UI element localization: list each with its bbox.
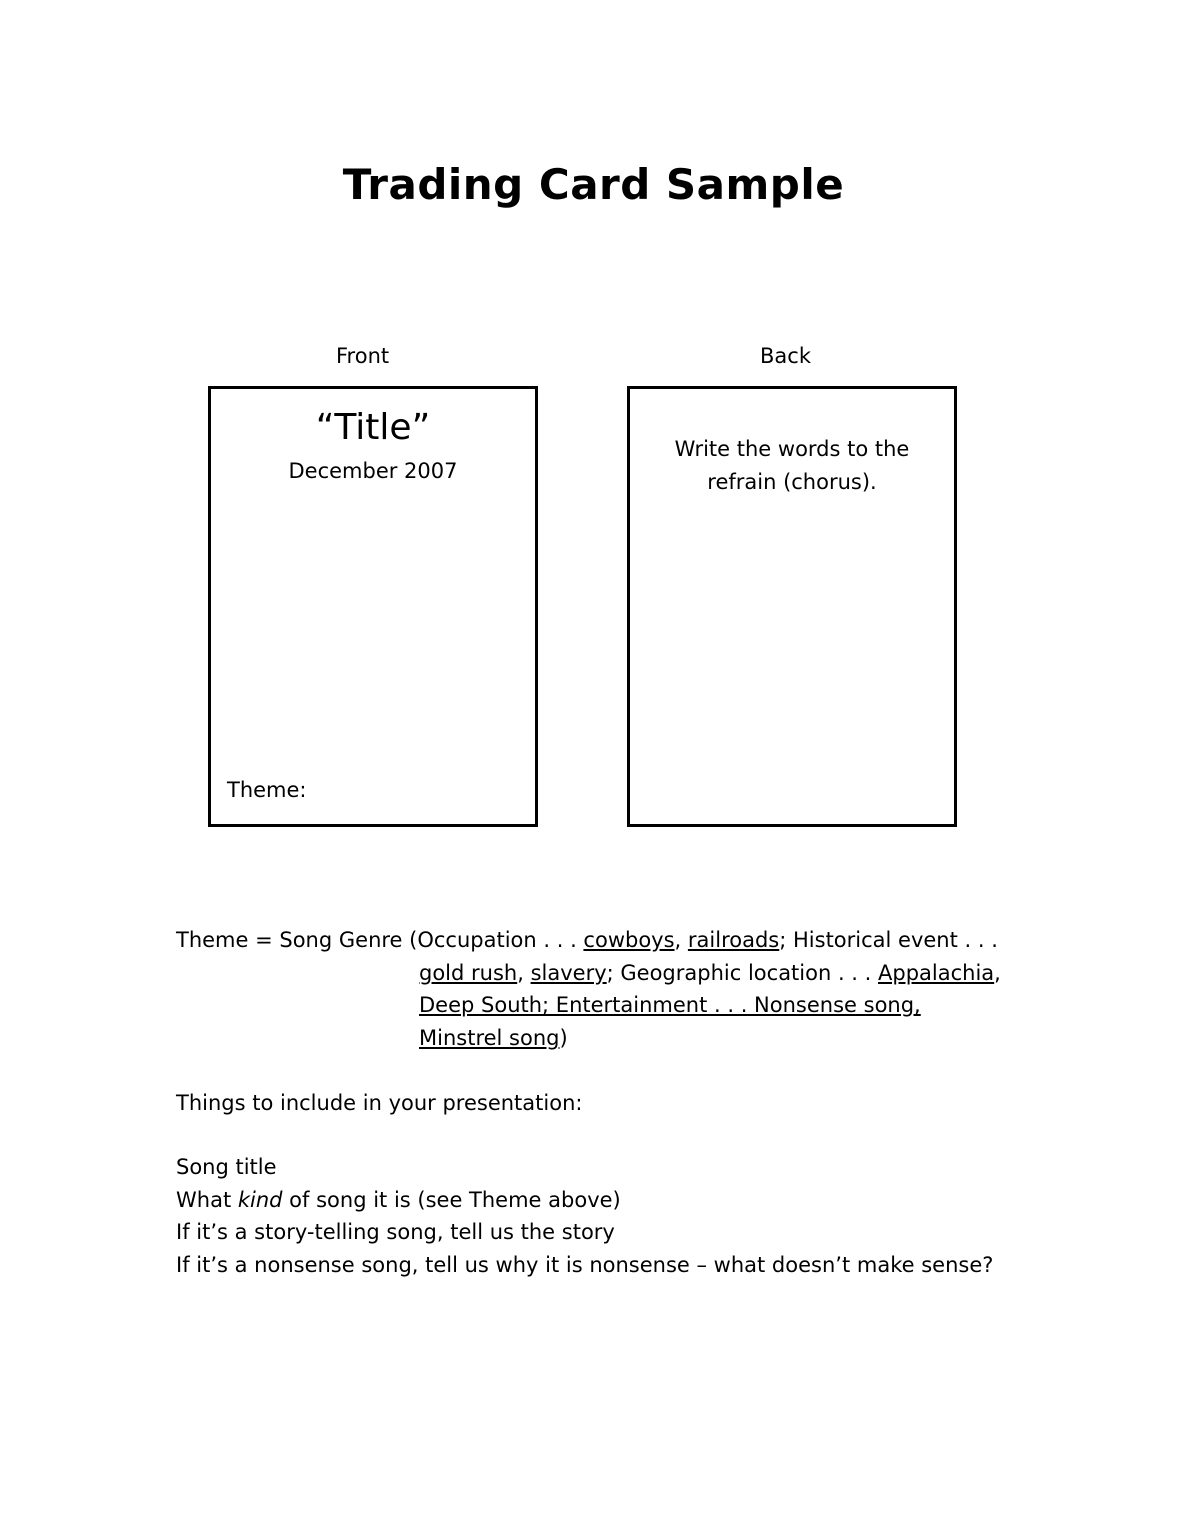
example-minstrel-song: Minstrel song bbox=[419, 1026, 560, 1050]
card-title: “Title” bbox=[315, 407, 431, 448]
example-railroads: railroads bbox=[687, 928, 780, 952]
back-card-instructions bbox=[630, 433, 954, 499]
item-song-title: Song title bbox=[176, 1155, 277, 1179]
item-kind bbox=[176, 1188, 621, 1212]
back-line-2: refrain (chorus). bbox=[707, 470, 877, 494]
card-date: December 2007 bbox=[288, 459, 458, 483]
entertainment-line: Deep South; Entertainment . . . Nonsense song, bbox=[419, 993, 921, 1017]
theme-line-3 bbox=[419, 993, 921, 1017]
item-story: If it’s a story-telling song, tell us the story bbox=[176, 1220, 615, 1244]
item-nonsense: If it’s a nonsense song, tell us why it is nonsense – what doesn’t make sense? bbox=[176, 1253, 994, 1277]
page-title: Trading Card Sample bbox=[342, 160, 845, 209]
theme-line-2: gold rush, slavery; Geographic location . . . Appalachia, bbox=[419, 961, 1001, 985]
card-theme-label: Theme: bbox=[227, 778, 307, 802]
example-slavery: slavery bbox=[530, 961, 607, 985]
example-appalachia: Appalachia bbox=[878, 961, 995, 985]
historical-label: ; Historical event . . . bbox=[779, 928, 998, 952]
back-line-1: Write the words to the bbox=[674, 437, 910, 461]
example-cowboys: cowboys bbox=[583, 928, 675, 952]
theme-line-1: Theme = Song Genre (Occupation . . . cowboys, railroads; Historical event . . . bbox=[176, 928, 998, 952]
kind-emphasis: kind bbox=[237, 1188, 283, 1212]
geographic-label: ; Geographic location . . . bbox=[606, 961, 879, 985]
front-card bbox=[208, 386, 538, 827]
kind-before: What bbox=[176, 1188, 238, 1212]
close-paren: ) bbox=[559, 1026, 568, 1050]
back-label: Back bbox=[760, 344, 811, 368]
kind-after: of song it is (see Theme above) bbox=[282, 1188, 621, 1212]
front-label: Front bbox=[336, 344, 390, 368]
example-gold-rush: gold rush bbox=[419, 961, 518, 985]
theme-prefix: Theme = Song Genre (Occupation . . . bbox=[176, 928, 584, 952]
presentation-heading: Things to include in your presentation: bbox=[176, 1091, 583, 1115]
theme-line-4 bbox=[419, 1026, 568, 1050]
back-card bbox=[627, 386, 957, 827]
